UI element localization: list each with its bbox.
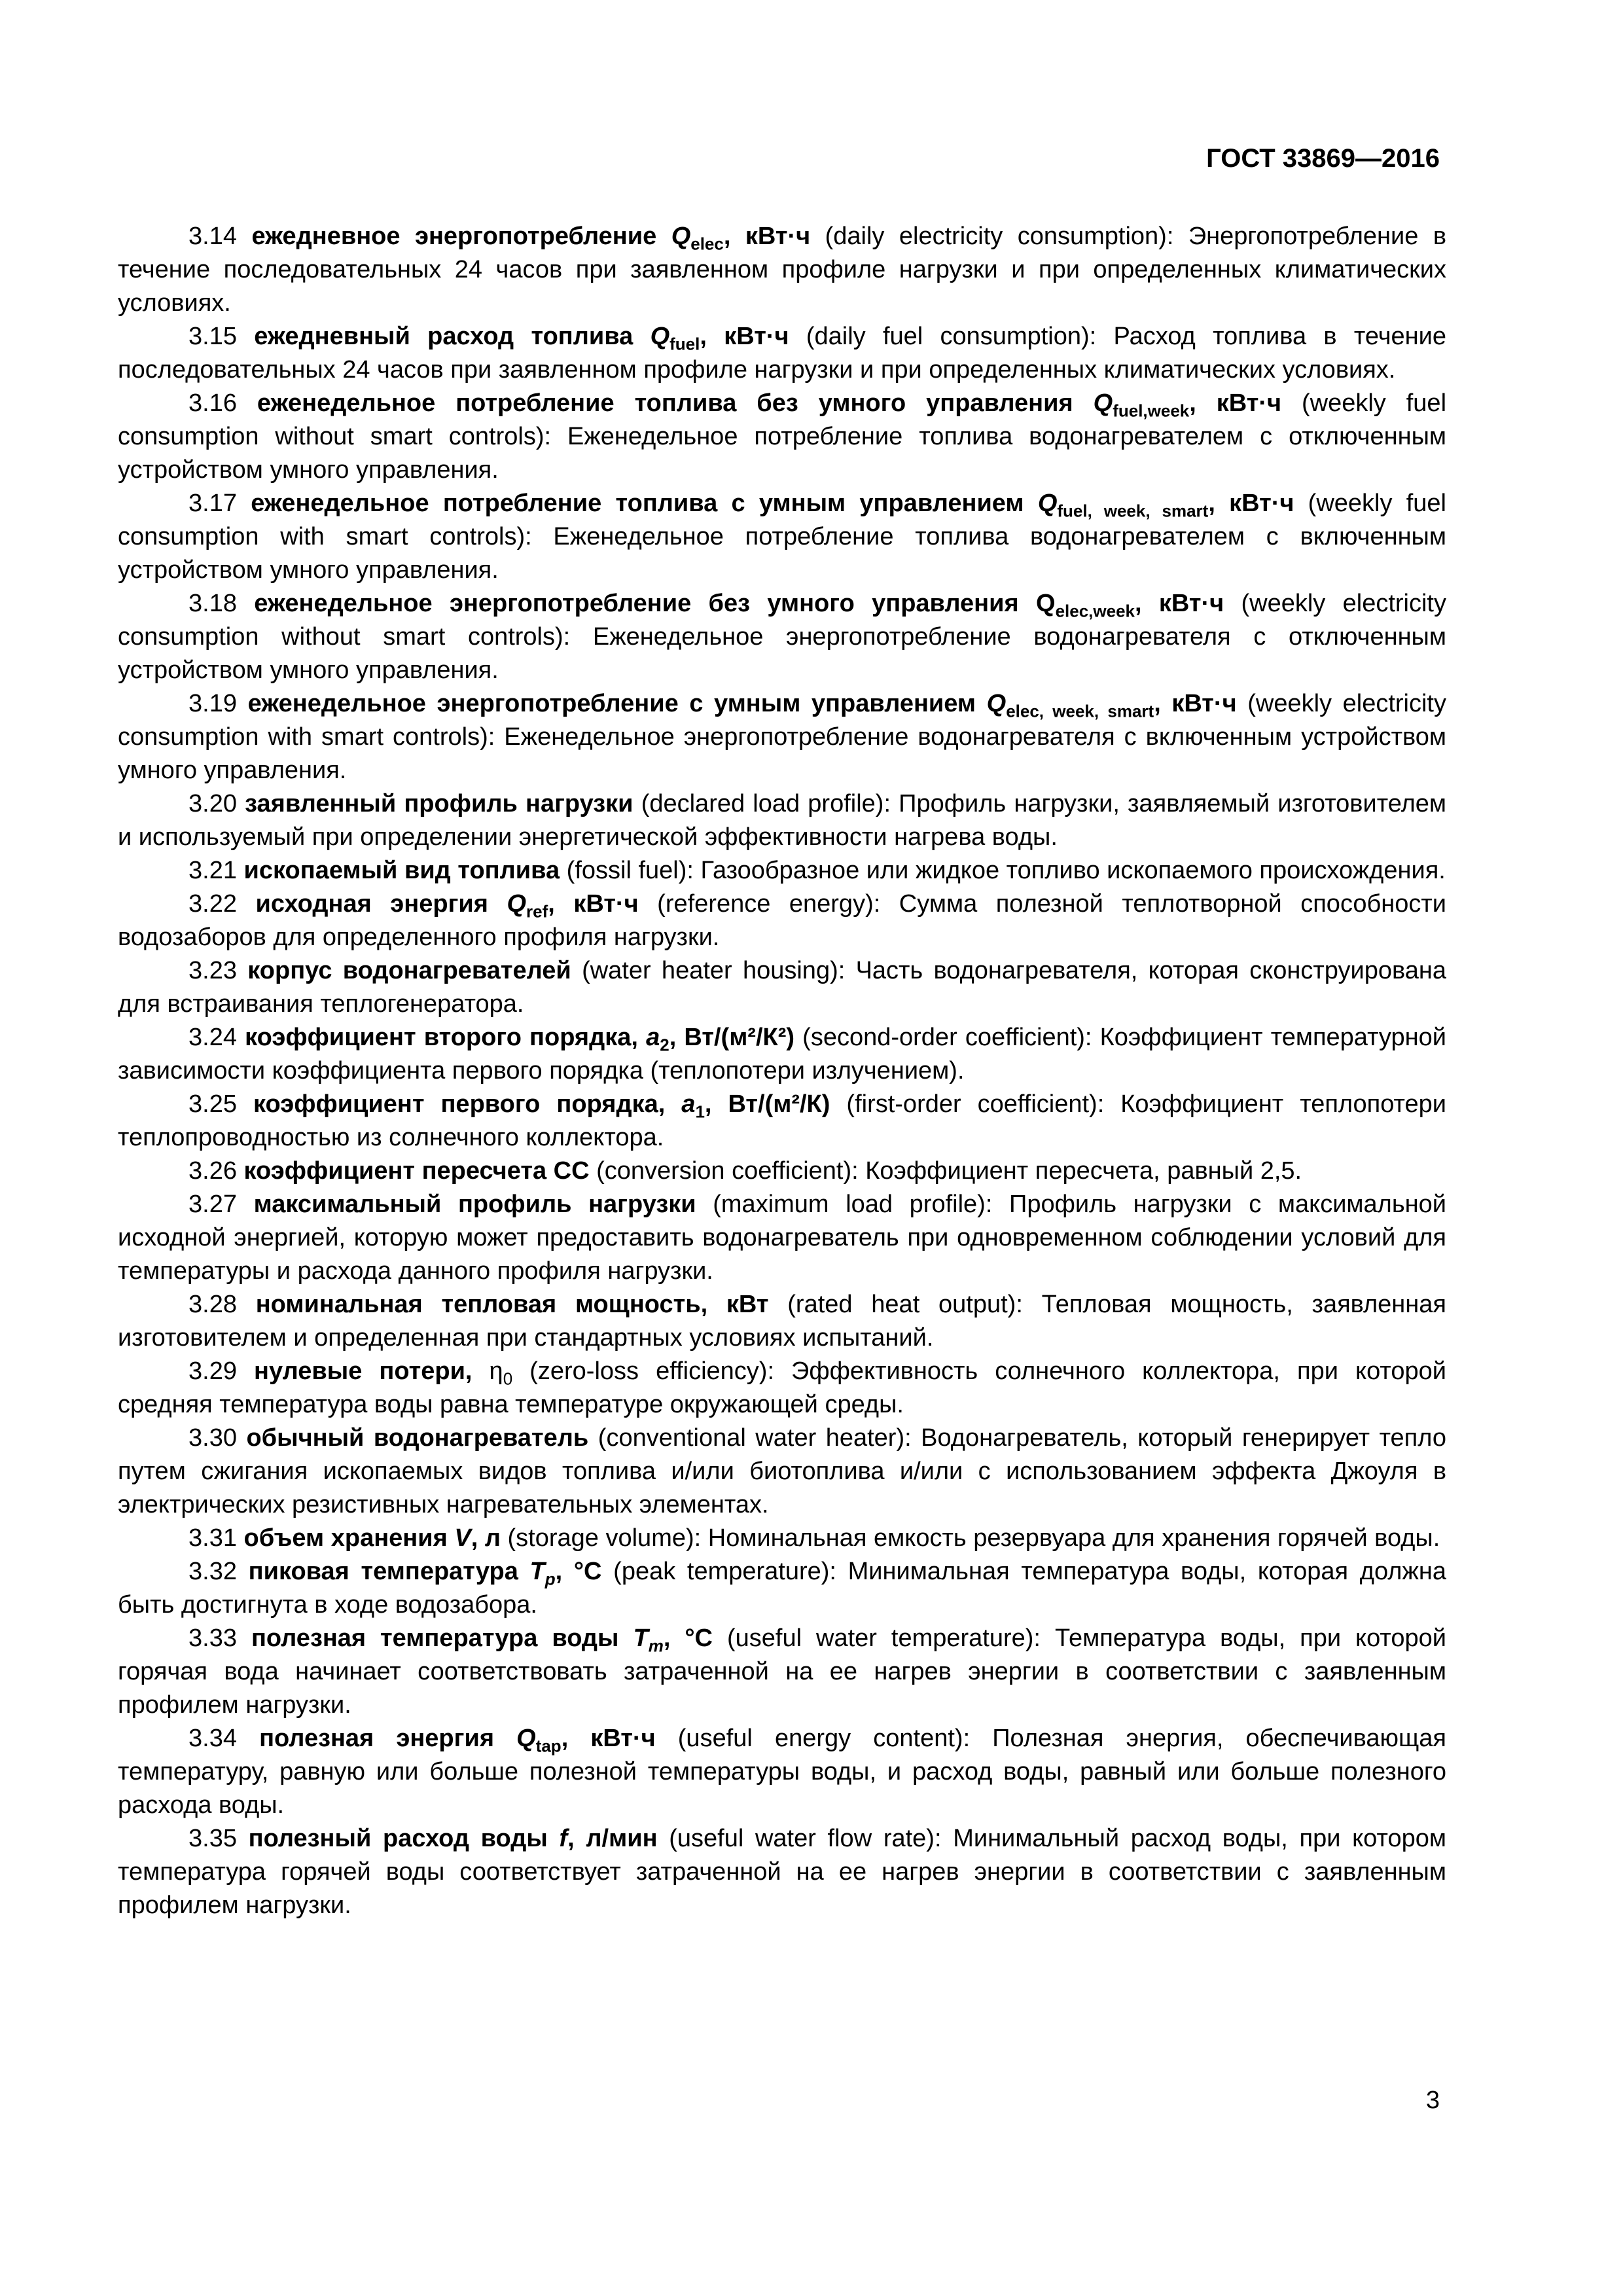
definition-entry <box>118 687 1446 787</box>
definition-entry <box>118 1555 1446 1622</box>
entry-term: пиковая температура <box>248 1558 518 1585</box>
entry-unit: , л <box>471 1524 501 1552</box>
entry-unit: , кВт·ч <box>561 1725 656 1752</box>
entry-definition: (water heater housing): Часть водонагревателя, которая сконструирована для встраивания теплогенератора. <box>118 957 1447 1018</box>
entry-subscript: 0 <box>503 1369 513 1389</box>
entry-subscript: fuel, week, smart <box>1057 501 1209 521</box>
definition-entry <box>118 487 1446 587</box>
entry-number: 3.17 <box>188 490 237 517</box>
definition-entry <box>118 1188 1446 1288</box>
entry-number: 3.23 <box>188 957 237 984</box>
definition-entry <box>118 1822 1446 1922</box>
entry-definition: (daily electricity consumption): Энергопотребление в течение последовательных 24 часов при заявленном профиле нагрузки и при определенных климатических условиях. <box>118 223 1447 317</box>
definition-entry <box>118 587 1446 687</box>
entry-subscript: ref <box>526 901 548 922</box>
definition-entry <box>118 1422 1446 1522</box>
entry-number: 3.35 <box>188 1825 237 1852</box>
entry-symbol: T <box>529 1558 545 1585</box>
entry-number: 3.26 <box>188 1157 237 1185</box>
definition-entry <box>118 1622 1446 1722</box>
entry-subscript: fuel <box>669 334 700 354</box>
entry-term: еженедельное потребление топлива без умного управления <box>257 389 1073 417</box>
entry-term: корпус водонагревателей <box>247 957 571 984</box>
entry-term: полезная энергия <box>259 1725 494 1752</box>
entry-number: 3.15 <box>188 323 237 350</box>
entry-symbol: Q <box>1037 490 1058 517</box>
entry-definition: (fossil fuel): Газообразное или жидкое топливо ископаемого происхождения. <box>560 857 1446 884</box>
entry-definition: (maximum load profile): Профиль нагрузки с максимальной исходной энергией, которую может предоставить водонагреватель при одновременном соблюдении условий для температуры и расхода данного профиля нагрузки. <box>118 1191 1446 1285</box>
entry-number: 3.31 <box>188 1524 237 1552</box>
entry-symbol: Q <box>507 890 527 918</box>
entry-term: заявленный профиль нагрузки <box>245 790 633 817</box>
entry-term: коэффициент первого порядка, <box>253 1090 666 1118</box>
entry-number: 3.30 <box>188 1424 237 1452</box>
definition-entry <box>118 1088 1446 1155</box>
entry-definition: (conversion coefficient): Коэффициент пересчета, равный 2,5. <box>589 1157 1302 1185</box>
entry-symbol: Q <box>986 690 1007 717</box>
entry-term: обычный водонагреватель <box>246 1424 589 1452</box>
entry-number: 3.22 <box>188 890 237 918</box>
entry-symbol: Q <box>516 1725 536 1752</box>
entry-term: ископаемый вид топлива <box>243 857 560 884</box>
entry-unit: , кВт·ч <box>723 223 811 250</box>
entry-number: 3.21 <box>188 857 237 884</box>
entry-definition: (useful energy content): Полезная энергия, обеспечивающая температуру, равную или больше полезной температуры воды, и расход воды, равный или больше полезного расхода воды. <box>118 1725 1446 1819</box>
definition-entry <box>118 954 1446 1021</box>
entry-definition: (useful water flow rate): Минимальный расход воды, при котором температура горячей воды соответствует затраченной на ее нагрев энергии в соответствии с заявленным профилем нагрузки. <box>118 1825 1446 1919</box>
definition-entry <box>118 1021 1446 1088</box>
entry-definition: (peak temperature): Минимальная температура воды, которая должна быть достигнута в ходе водозабора. <box>118 1558 1446 1619</box>
entry-symbol: a <box>646 1024 660 1051</box>
entry-unit: , кВт·ч <box>1208 490 1294 517</box>
entry-definition: (declared load profile): Профиль нагрузки, заявляемый изготовителем и используемый при определении энергетической эффективности нагрева воды. <box>118 790 1447 851</box>
entry-term: объем хранения <box>243 1524 448 1552</box>
entry-unit: , кВт·ч <box>548 890 639 918</box>
entry-number: 3.25 <box>188 1090 237 1118</box>
entry-number: 3.33 <box>188 1624 237 1652</box>
entry-definition: (useful water temperature): Температура воды, при которой горячая вода начинает соответствовать затраченной на ее нагрев энергии в соответствии с заявленным профилем нагрузки. <box>118 1624 1447 1719</box>
entry-symbol: a <box>681 1090 696 1118</box>
entry-number: 3.14 <box>188 223 237 250</box>
entry-term: исходная энергия <box>255 890 488 918</box>
entry-symbol: Q <box>671 223 691 250</box>
definition-entry <box>118 1355 1446 1422</box>
definition-entry <box>118 854 1446 888</box>
entry-subscript: 1 <box>695 1102 705 1122</box>
entry-unit: , °С <box>663 1624 713 1652</box>
entry-subscript: p <box>544 1569 556 1589</box>
entry-subscript: tap <box>535 1736 562 1756</box>
entry-definition: (conventional water heater): Водонагреватель, который генерирует тепло путем сжигания ископаемых видов топлива и/или биотоплива и/или с использованием эффекта Джоуля в электрических резистивных нагревательных элементах. <box>118 1424 1446 1518</box>
definition-entry <box>118 888 1446 954</box>
entry-definition: (second-order coefficient): Коэффициент температурной зависимости коэффициента первого порядка (теплопотери излучением). <box>118 1024 1446 1085</box>
definition-entry <box>118 1522 1446 1555</box>
entry-unit: , кВт·ч <box>700 323 789 350</box>
definition-entry <box>118 1288 1446 1355</box>
entry-unit: , кВт·ч <box>1135 590 1224 617</box>
entry-definition: (reference energy): Сумма полезной теплотворной способности водозаборов для определенного профиля нагрузки. <box>118 890 1447 951</box>
entry-definition: (zero-loss efficiency): Эффективность солнечного коллектора, при которой средняя температура воды равна температуре окружающей среды. <box>118 1357 1446 1418</box>
entry-definition: (weekly electricity consumption without smart controls): Еженедельное энергопотребление водонагревателя с отключенным устройством умного управления. <box>118 590 1446 684</box>
entry-definition: (daily fuel consumption): Расход топлива в течение последовательных 24 часов при заявленном профиле нагрузки и при определенных климатических условиях. <box>118 323 1447 384</box>
entry-definition: (storage volume): Номинальная емкость резервуара для хранения горячей воды. <box>500 1524 1440 1552</box>
definition-entry <box>118 787 1446 854</box>
definitions-body <box>118 220 1446 1922</box>
entry-number: 3.18 <box>188 590 237 617</box>
entry-symbol: Q <box>1093 389 1113 417</box>
entry-term: ежедневный расход топлива <box>254 323 633 350</box>
entry-number: 3.20 <box>188 790 237 817</box>
entry-unit: , °С <box>555 1558 602 1585</box>
definition-entry <box>118 1155 1446 1188</box>
definition-entry <box>118 220 1446 320</box>
document-id-header: ГОСТ 33869—2016 <box>1206 144 1440 173</box>
entry-subscript: elec, week, smart <box>1006 701 1154 721</box>
entry-unit: , Вт/(м²/К²) <box>669 1024 795 1051</box>
entry-symbol: T <box>633 1624 649 1652</box>
entry-number: 3.27 <box>188 1191 237 1218</box>
entry-number: 3.29 <box>188 1357 237 1385</box>
entry-term: еженедельное энергопотребление с умным управлением <box>247 690 976 717</box>
entry-definition: (weekly electricity consumption with smart controls): Еженедельное энергопотребление водонагревателя с включенным устройством умного управления. <box>118 690 1446 784</box>
entry-term: нулевые потери, <box>254 1357 473 1385</box>
entry-term: максимальный профиль нагрузки <box>253 1191 696 1218</box>
entry-subscript: elec <box>690 234 724 254</box>
entry-term: полезная температура воды <box>251 1624 619 1652</box>
definition-entry <box>118 320 1446 387</box>
entry-subscript: m <box>648 1636 664 1656</box>
entry-subscript: 2 <box>660 1035 669 1055</box>
entry-definition: (rated heat output): Тепловая мощность, заявленная изготовителем и определенная при стандартных условиях испытаний. <box>118 1291 1446 1352</box>
entry-unit: , л/мин <box>567 1825 658 1852</box>
definition-entry <box>118 1722 1446 1822</box>
entry-term: ежедневное энергопотребление <box>251 223 657 250</box>
entry-number: 3.28 <box>188 1291 237 1318</box>
entry-number: 3.19 <box>188 690 237 717</box>
entry-unit: , кВт·ч <box>1189 389 1282 417</box>
entry-number: 3.24 <box>188 1024 237 1051</box>
entry-term: еженедельное энергопотребление без умного управления Q <box>254 590 1056 617</box>
entry-symbol: Q <box>650 323 670 350</box>
entry-term: коэффициент второго порядка, <box>245 1024 638 1051</box>
entry-definition: (first-order coefficient): Коэффициент теплопотери теплопроводностью из солнечного коллектора. <box>118 1090 1446 1151</box>
entry-definition: (weekly fuel consumption without smart controls): Еженедельное потребление топлива водонагревателем с отключенным устройством умного управления. <box>118 389 1447 484</box>
entry-term: коэффициент пересчета СС <box>243 1157 590 1185</box>
entry-unit: , Вт/(м²/К) <box>704 1090 830 1118</box>
entry-subscript: elec,week <box>1055 601 1135 621</box>
entry-number: 3.34 <box>188 1725 237 1752</box>
entry-symbol: V <box>454 1524 471 1552</box>
entry-unit: , кВт·ч <box>1154 690 1237 717</box>
definition-entry <box>118 387 1446 487</box>
page-number: 3 <box>1425 2087 1440 2114</box>
entry-symbol: f <box>559 1825 568 1852</box>
entry-definition: (weekly fuel consumption with smart controls): Еженедельное потребление топлива водонагревателем с включенным устройством умного управления. <box>118 490 1447 584</box>
entry-term: еженедельное потребление топлива с умным управлением <box>251 490 1024 517</box>
entry-symbol: η <box>489 1357 503 1385</box>
entry-number: 3.16 <box>188 389 237 417</box>
entry-number: 3.32 <box>188 1558 237 1585</box>
entry-term: полезный расход воды <box>248 1825 548 1852</box>
entry-subscript: fuel,week <box>1113 401 1190 421</box>
entry-term: номинальная тепловая мощность, кВт <box>255 1291 769 1318</box>
